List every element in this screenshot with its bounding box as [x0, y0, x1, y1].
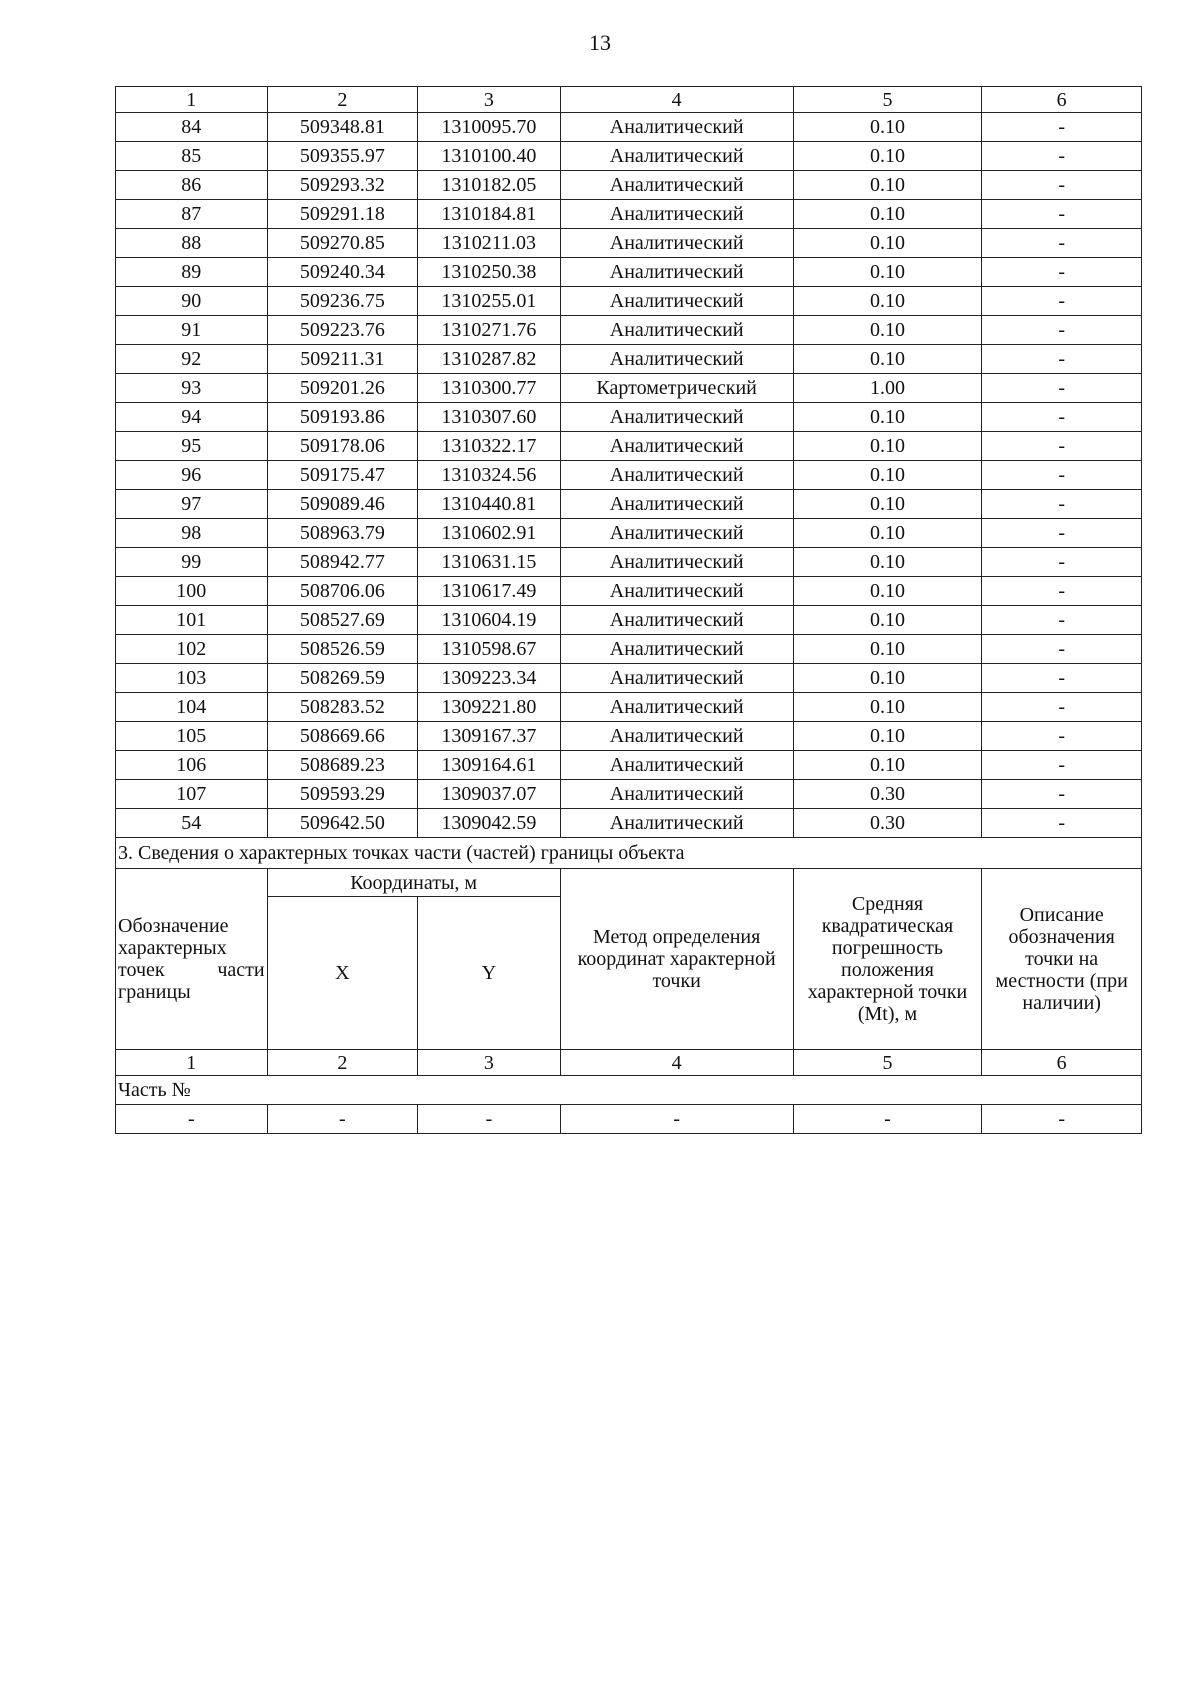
y-coordinate-cell: 1310287.82: [418, 345, 561, 374]
point-number-cell: 89: [116, 258, 268, 287]
description-cell: -: [982, 722, 1142, 751]
table-row: [116, 461, 1142, 490]
x-coordinate-cell: 508269.59: [267, 664, 418, 693]
method-cell: Аналитический: [560, 200, 793, 229]
table-row: [116, 287, 1142, 316]
error-cell: 0.10: [793, 461, 982, 490]
y-coordinate-cell: 1309223.34: [418, 664, 561, 693]
point-number-cell: 104: [116, 693, 268, 722]
section-title: 3. Сведения о характерных точках части (частей) границы объекта: [116, 838, 1142, 869]
method-cell: Картометрический: [560, 374, 793, 403]
header-description: Описание обозначения точки на местности (при наличии): [982, 869, 1142, 1050]
x-coordinate-cell: 509223.76: [267, 316, 418, 345]
column-number: 1: [116, 87, 268, 113]
header-point-designation: Обозначение характерных точек части границы: [116, 869, 268, 1050]
error-cell: 0.10: [793, 432, 982, 461]
error-cell: 0.10: [793, 171, 982, 200]
table-row: [116, 432, 1142, 461]
x-coordinate-cell: 508706.06: [267, 577, 418, 606]
x-coordinate-cell: 509348.81: [267, 113, 418, 142]
part-label: Часть №: [116, 1076, 1142, 1105]
description-cell: -: [982, 809, 1142, 838]
x-coordinate-cell: 509355.97: [267, 142, 418, 171]
description-cell: -: [982, 171, 1142, 200]
header-x: X: [267, 897, 418, 1050]
error-cell: 0.10: [793, 722, 982, 751]
error-cell: 0.10: [793, 229, 982, 258]
x-coordinate-cell: 509178.06: [267, 432, 418, 461]
x-coordinate-cell: 509642.50: [267, 809, 418, 838]
method-cell: Аналитический: [560, 664, 793, 693]
table-row: [116, 258, 1142, 287]
x-coordinate-cell: 509236.75: [267, 287, 418, 316]
x-coordinate-cell: 509293.32: [267, 171, 418, 200]
description-cell: -: [982, 519, 1142, 548]
table-row: [116, 722, 1142, 751]
description-cell: -: [982, 316, 1142, 345]
x-coordinate-cell: 508669.66: [267, 722, 418, 751]
method-cell: Аналитический: [560, 577, 793, 606]
y-coordinate-cell: 1309164.61: [418, 751, 561, 780]
point-number-cell: 96: [116, 461, 268, 490]
method-cell: Аналитический: [560, 780, 793, 809]
x-coordinate-cell: 508963.79: [267, 519, 418, 548]
y-coordinate-cell: 1310100.40: [418, 142, 561, 171]
point-number-cell: 107: [116, 780, 268, 809]
header-method: Метод определения координат характерной точки: [560, 869, 793, 1050]
y-coordinate-cell: 1310322.17: [418, 432, 561, 461]
description-cell: -: [982, 780, 1142, 809]
table-row: [116, 664, 1142, 693]
x-coordinate-cell: 509211.31: [267, 345, 418, 374]
x-coordinate-cell: 509089.46: [267, 490, 418, 519]
description-cell: -: [982, 548, 1142, 577]
y-coordinate-cell: 1310182.05: [418, 171, 561, 200]
method-cell: Аналитический: [560, 693, 793, 722]
table-row: [116, 345, 1142, 374]
method-cell: Аналитический: [560, 606, 793, 635]
method-cell: Аналитический: [560, 142, 793, 171]
column-number-row: [116, 87, 1142, 113]
method-cell: Аналитический: [560, 519, 793, 548]
method-cell: Аналитический: [560, 229, 793, 258]
error-cell: 0.10: [793, 664, 982, 693]
point-number-cell: 85: [116, 142, 268, 171]
table-row: [116, 142, 1142, 171]
point-number-cell: 94: [116, 403, 268, 432]
point-number-cell: 101: [116, 606, 268, 635]
table-row: [116, 113, 1142, 142]
method-cell: Аналитический: [560, 548, 793, 577]
method-cell: Аналитический: [560, 345, 793, 374]
point-number-cell: 98: [116, 519, 268, 548]
column-number: 3: [418, 1050, 561, 1076]
y-coordinate-cell: 1310211.03: [418, 229, 561, 258]
method-cell: Аналитический: [560, 258, 793, 287]
x-coordinate-cell: 509291.18: [267, 200, 418, 229]
point-number-cell: 93: [116, 374, 268, 403]
table-row: [116, 635, 1142, 664]
x-coordinate-cell: 509593.29: [267, 780, 418, 809]
error-cell: 1.00: [793, 374, 982, 403]
table-row: [116, 200, 1142, 229]
error-cell: 0.10: [793, 490, 982, 519]
point-number-cell: 84: [116, 113, 268, 142]
section-title-row: [116, 838, 1142, 869]
y-coordinate-cell: 1310095.70: [418, 113, 561, 142]
table-row: [116, 693, 1142, 722]
error-cell: 0.10: [793, 200, 982, 229]
description-cell: -: [982, 287, 1142, 316]
column-number: 4: [560, 87, 793, 113]
description-cell: -: [982, 345, 1142, 374]
error-cell: 0.10: [793, 258, 982, 287]
point-number-cell: 87: [116, 200, 268, 229]
table-row: [116, 577, 1142, 606]
table-row: [116, 751, 1142, 780]
x-coordinate-cell: 508689.23: [267, 751, 418, 780]
point-number-cell: 92: [116, 345, 268, 374]
method-cell: Аналитический: [560, 635, 793, 664]
point-number-cell: 54: [116, 809, 268, 838]
error-cell: 0.10: [793, 403, 982, 432]
x-coordinate-cell: 508942.77: [267, 548, 418, 577]
method-cell: Аналитический: [560, 113, 793, 142]
x-coordinate-cell: 509270.85: [267, 229, 418, 258]
method-cell: Аналитический: [560, 316, 793, 345]
table-cell: -: [793, 1105, 982, 1134]
method-cell: Аналитический: [560, 722, 793, 751]
description-cell: -: [982, 461, 1142, 490]
description-cell: -: [982, 664, 1142, 693]
y-coordinate-cell: 1310307.60: [418, 403, 561, 432]
page-number: 13: [589, 30, 611, 55]
column-number: 4: [560, 1050, 793, 1076]
description-cell: -: [982, 577, 1142, 606]
description-cell: -: [982, 258, 1142, 287]
error-cell: 0.30: [793, 780, 982, 809]
y-coordinate-cell: 1310184.81: [418, 200, 561, 229]
description-cell: -: [982, 374, 1142, 403]
table-row: [116, 1105, 1142, 1134]
table-row: [116, 316, 1142, 345]
point-number-cell: 91: [116, 316, 268, 345]
table-row: [116, 780, 1142, 809]
error-cell: 0.10: [793, 635, 982, 664]
x-coordinate-cell: 508527.69: [267, 606, 418, 635]
error-cell: 0.10: [793, 316, 982, 345]
column-number: 3: [418, 87, 561, 113]
column-number: 5: [793, 1050, 982, 1076]
method-cell: Аналитический: [560, 287, 793, 316]
column-number: 6: [982, 87, 1142, 113]
x-coordinate-cell: 509201.26: [267, 374, 418, 403]
description-cell: -: [982, 606, 1142, 635]
error-cell: 0.10: [793, 113, 982, 142]
method-cell: Аналитический: [560, 403, 793, 432]
method-cell: Аналитический: [560, 751, 793, 780]
y-coordinate-cell: 1310631.15: [418, 548, 561, 577]
error-cell: 0.10: [793, 519, 982, 548]
error-cell: 0.10: [793, 548, 982, 577]
description-cell: -: [982, 229, 1142, 258]
x-coordinate-cell: 508526.59: [267, 635, 418, 664]
x-coordinate-cell: 508283.52: [267, 693, 418, 722]
y-coordinate-cell: 1310255.01: [418, 287, 561, 316]
column-number-row: [116, 1050, 1142, 1076]
error-cell: 0.10: [793, 751, 982, 780]
x-coordinate-cell: 509193.86: [267, 403, 418, 432]
column-number: 6: [982, 1050, 1142, 1076]
x-coordinate-cell: 509175.47: [267, 461, 418, 490]
boundary-points-table: [115, 86, 1142, 1134]
header-row: [116, 869, 1142, 897]
y-coordinate-cell: 1310598.67: [418, 635, 561, 664]
error-cell: 0.10: [793, 287, 982, 316]
table-cell: -: [418, 1105, 561, 1134]
header-coordinates: Координаты, м: [267, 869, 560, 897]
table-cell: -: [267, 1105, 418, 1134]
description-cell: -: [982, 113, 1142, 142]
description-cell: -: [982, 403, 1142, 432]
point-number-cell: 99: [116, 548, 268, 577]
y-coordinate-cell: 1310604.19: [418, 606, 561, 635]
error-cell: 0.30: [793, 809, 982, 838]
point-number-cell: 105: [116, 722, 268, 751]
y-coordinate-cell: 1309221.80: [418, 693, 561, 722]
point-number-cell: 102: [116, 635, 268, 664]
table-row: [116, 548, 1142, 577]
method-cell: Аналитический: [560, 432, 793, 461]
y-coordinate-cell: 1309042.59: [418, 809, 561, 838]
method-cell: Аналитический: [560, 809, 793, 838]
table-row: [116, 519, 1142, 548]
point-number-cell: 100: [116, 577, 268, 606]
y-coordinate-cell: 1310250.38: [418, 258, 561, 287]
error-cell: 0.10: [793, 345, 982, 374]
y-coordinate-cell: 1310602.91: [418, 519, 561, 548]
table-row: [116, 809, 1142, 838]
y-coordinate-cell: 1310617.49: [418, 577, 561, 606]
y-coordinate-cell: 1310324.56: [418, 461, 561, 490]
description-cell: -: [982, 432, 1142, 461]
description-cell: -: [982, 142, 1142, 171]
description-cell: -: [982, 635, 1142, 664]
y-coordinate-cell: 1309167.37: [418, 722, 561, 751]
table-row: [116, 171, 1142, 200]
method-cell: Аналитический: [560, 490, 793, 519]
description-cell: -: [982, 490, 1142, 519]
point-number-cell: 106: [116, 751, 268, 780]
table-cell: -: [982, 1105, 1142, 1134]
table-cell: -: [560, 1105, 793, 1134]
table-cell: -: [116, 1105, 268, 1134]
y-coordinate-cell: 1309037.07: [418, 780, 561, 809]
table-row: [116, 229, 1142, 258]
y-coordinate-cell: 1310440.81: [418, 490, 561, 519]
y-coordinate-cell: 1310271.76: [418, 316, 561, 345]
description-cell: -: [982, 693, 1142, 722]
table-row: [116, 606, 1142, 635]
x-coordinate-cell: 509240.34: [267, 258, 418, 287]
error-cell: 0.10: [793, 606, 982, 635]
y-coordinate-cell: 1310300.77: [418, 374, 561, 403]
column-number: 2: [267, 1050, 418, 1076]
description-cell: -: [982, 200, 1142, 229]
point-number-cell: 88: [116, 229, 268, 258]
error-cell: 0.10: [793, 693, 982, 722]
column-number: 2: [267, 87, 418, 113]
part-label-row: [116, 1076, 1142, 1105]
column-number: 5: [793, 87, 982, 113]
point-number-cell: 90: [116, 287, 268, 316]
method-cell: Аналитический: [560, 171, 793, 200]
description-cell: -: [982, 751, 1142, 780]
header-y: Y: [418, 897, 561, 1050]
error-cell: 0.10: [793, 577, 982, 606]
table-row: [116, 374, 1142, 403]
point-number-cell: 103: [116, 664, 268, 693]
header-error: Средняя квадратическая погрешность положения характерной точки (Mt), м: [793, 869, 982, 1050]
point-number-cell: 86: [116, 171, 268, 200]
method-cell: Аналитический: [560, 461, 793, 490]
table-row: [116, 490, 1142, 519]
table-row: [116, 403, 1142, 432]
error-cell: 0.10: [793, 142, 982, 171]
column-number: 1: [116, 1050, 268, 1076]
point-number-cell: 95: [116, 432, 268, 461]
point-number-cell: 97: [116, 490, 268, 519]
